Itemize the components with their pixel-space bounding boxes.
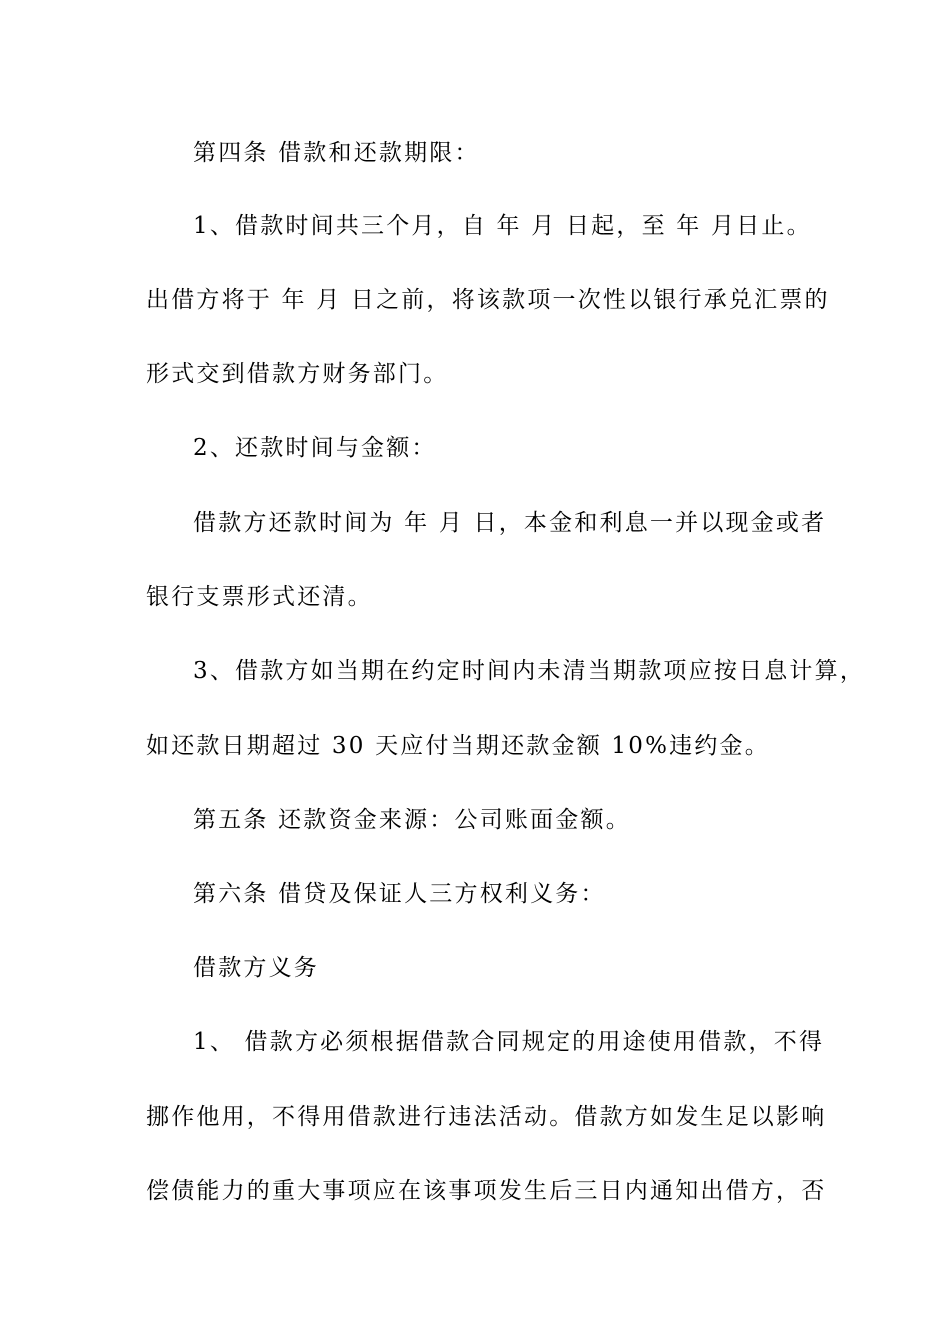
paragraph-line: 3、借款方如当期在约定时间内未清当期款项应按日息计算， [193, 658, 866, 684]
paragraph-line: 银行支票形式还清。 [146, 584, 373, 610]
paragraph-line: 1、 借款方必须根据借款合同规定的用途使用借款，不得 [193, 1029, 825, 1055]
paragraph-line: 出借方将于 年 月 日之前，将该款项一次性以银行承兑汇票的 [146, 287, 830, 313]
paragraph-line: 形式交到借款方财务部门。 [146, 361, 449, 387]
paragraph-line: 偿债能力的重大事项应在该事项发生后三日内通知出借方，否 [146, 1178, 827, 1204]
paragraph-line: 1、借款时间共三个月，自 年 月 日起，至 年 月日止。 [193, 213, 812, 239]
article-5-heading: 第五条 还款资金来源：公司账面金额。 [193, 807, 631, 833]
paragraph-line: 借款方还款时间为 年 月 日，本金和利息一并以现金或者 [193, 510, 827, 536]
paragraph-line: 挪作他用，不得用借款进行违法活动。借款方如发生足以影响 [146, 1104, 827, 1130]
paragraph-line: 2、还款时间与金额： [193, 435, 437, 461]
article-4-heading: 第四条 借款和还款期限： [193, 140, 480, 166]
article-6-heading: 第六条 借贷及保证人三方权利义务： [193, 881, 606, 907]
paragraph-line: 如还款日期超过 30 天应付当期还款金额 10%违约金。 [146, 733, 770, 759]
section-subheading: 借款方义务 [193, 955, 319, 981]
